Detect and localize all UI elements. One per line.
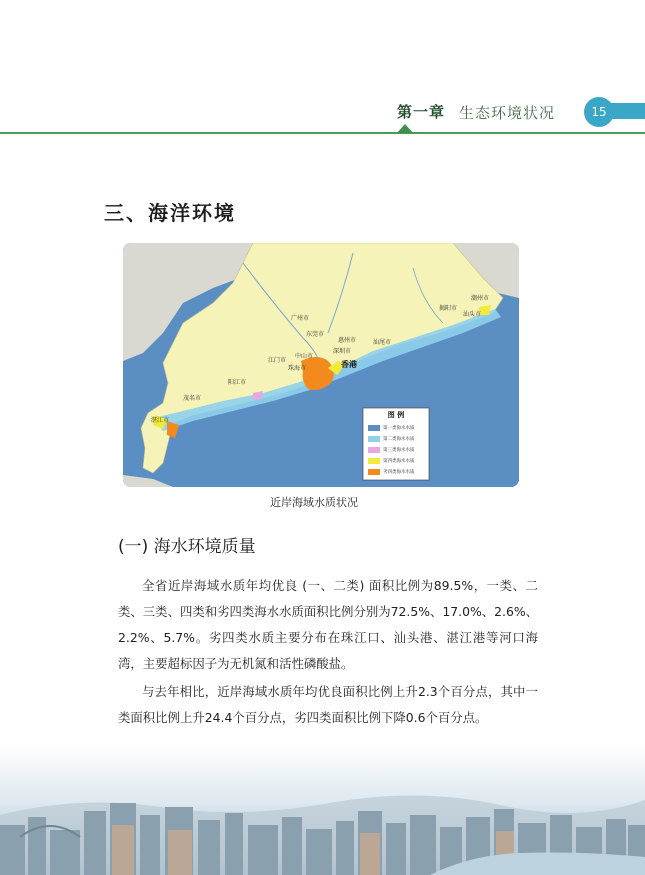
legend-label: 第一类海水水质 (383, 425, 415, 431)
legend-item (368, 422, 415, 433)
chapter-title: 生态环境状况 (459, 104, 556, 122)
legend-item (368, 444, 415, 455)
page-number: 15 (584, 97, 614, 127)
city-label: 中山市 (295, 353, 314, 360)
paragraph: 与去年相比，近岸海域水质年均优良面积比例上升2.3个百分点，其中一类面积比例上升24.4个百分点，劣四类面积比例下降0.6个百分点。 (118, 684, 538, 725)
map-caption: 近岸海域水质状况 (270, 496, 358, 509)
city-label: 汕尾市 (373, 339, 392, 346)
legend-swatch (368, 458, 380, 464)
city-label: 茂名市 (183, 395, 202, 402)
city-label: 珠海市 (288, 365, 307, 372)
water-quality-map (123, 243, 519, 487)
legend-swatch (368, 447, 380, 453)
city-label-hongkong: 香港 (341, 360, 357, 369)
legend-label: 第四类海水水质 (383, 458, 415, 464)
map-graphic (123, 243, 519, 487)
legend-swatch (368, 436, 380, 442)
legend-swatch (368, 425, 380, 431)
city-label: 阳江市 (228, 379, 247, 386)
legend-label: 第二类海水水质 (383, 436, 415, 442)
skyline-graphic (0, 745, 645, 875)
city-label: 潮州市 (471, 295, 490, 302)
city-skyline-image (0, 745, 645, 875)
city-label: 湛江市 (151, 417, 170, 424)
paragraph: 全省近岸海域水质年均优良 (一、二类) 面积比例为89.5%，一类、二类、三类、四类和劣四类海水水质面积比例分别为72.5%、17.0%、2.6%、2.2%、5.7%。劣四类水质主要分布在珠江口、汕头港、湛江港等河口海湾，主要超标因子为无机氮和活性磷酸盐。 (118, 578, 538, 671)
legend-list (368, 422, 415, 477)
city-label: 江门市 (268, 357, 287, 364)
legend-item (368, 466, 415, 477)
legend-swatch (368, 469, 380, 475)
city-label: 广州市 (291, 315, 310, 322)
legend-label: 劣四类海水水质 (383, 469, 415, 475)
legend-item (368, 433, 415, 444)
city-label: 东莞市 (306, 331, 325, 338)
legend-title: 图 例 (387, 411, 405, 419)
city-label: 深圳市 (333, 348, 352, 355)
subsection-title: (一) 海水环境质量 (118, 537, 256, 557)
legend-item (368, 455, 415, 466)
header-rule (0, 132, 645, 134)
city-label: 揭阳市 (439, 305, 458, 312)
header-marker (397, 124, 413, 133)
chapter-label: 第一章 (397, 103, 446, 121)
section-title: 三、海洋环境 (104, 201, 236, 225)
city-label: 汕头市 (463, 311, 482, 318)
city-label: 惠州市 (338, 337, 357, 344)
legend-label: 第三类海水水质 (383, 447, 415, 453)
